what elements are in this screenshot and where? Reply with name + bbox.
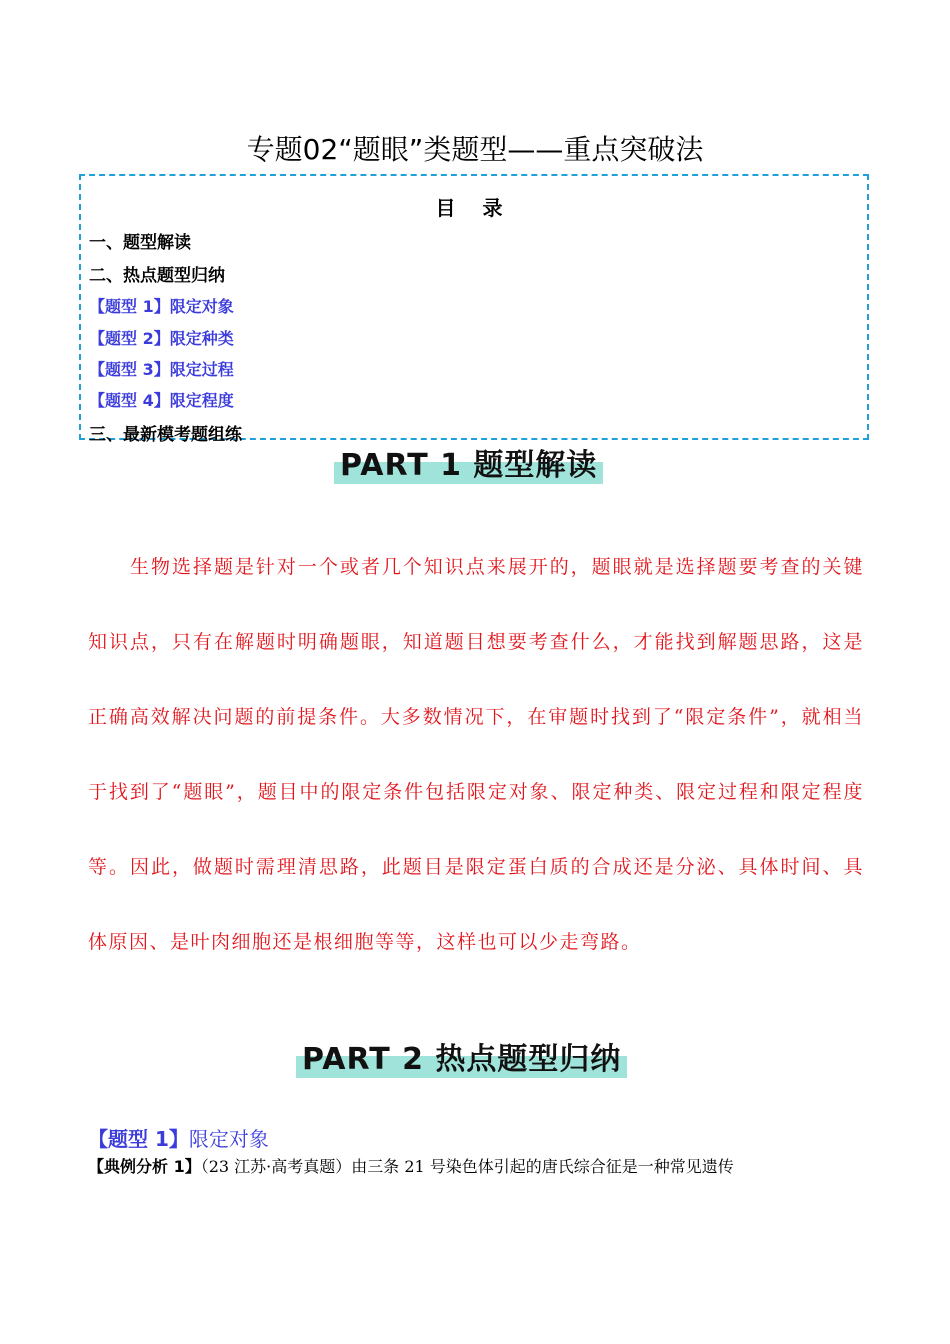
toc-item-type-1[interactable]: 【题型 1】限定对象 (89, 297, 234, 316)
toc-item-section-2[interactable]: 二、热点题型归纳 (89, 266, 225, 286)
part1-banner (334, 446, 603, 486)
part2-banner-text: PART 2 热点题型归纳 (302, 1042, 622, 1077)
toc-item-type-4[interactable]: 【题型 4】限定程度 (89, 391, 234, 410)
example-analysis-1 (88, 1154, 864, 1177)
table-of-contents (79, 174, 869, 445)
toc-heading: 目 录 (435, 196, 513, 220)
intro-paragraph: 生物选择题是针对一个或者几个知识点来展开的，题眼就是选择题要考查的关键知识点，只有在解题时明确题眼，知道题目想要考查什么，才能找到解题思路，这是正确高效解决问题的前提条件。大多数情况下，在审题时找到了“限定条件”，就相当于找到了“题眼”，题目中的限定条件包括限定对象、限定种类、限定过程和限定程度等。因此，做题时需理清思路，此题目是限定蛋白质的合成还是分泌、具体时间、具体原因、是叶肉细胞还是根细胞等等，这样也可以少走弯路。 (88, 556, 864, 953)
type-1-title: 限定对象 (188, 1127, 269, 1151)
toc-item-type-3[interactable]: 【题型 3】限定过程 (89, 360, 234, 379)
example-text: （23 江苏·高考真题）由三条 21 号染色体引起的唐氏综合征是一种常见遗传 (200, 1157, 734, 1176)
toc-item-section-1[interactable]: 一、题型解读 (89, 233, 191, 253)
part1-banner-text: PART 1 题型解读 (340, 448, 598, 483)
part2-banner (296, 1040, 627, 1080)
example-label: 【典例分析 1】 (88, 1157, 201, 1176)
document-title: 专题02“题眼”类题型——重点突破法 (246, 133, 704, 166)
toc-item-section-3[interactable]: 三、最新模考题组练 (89, 425, 242, 445)
type-1-heading (88, 1123, 269, 1152)
type-1-bracket: 【题型 1】 (88, 1127, 189, 1151)
toc-item-type-2[interactable]: 【题型 2】限定种类 (89, 329, 234, 348)
